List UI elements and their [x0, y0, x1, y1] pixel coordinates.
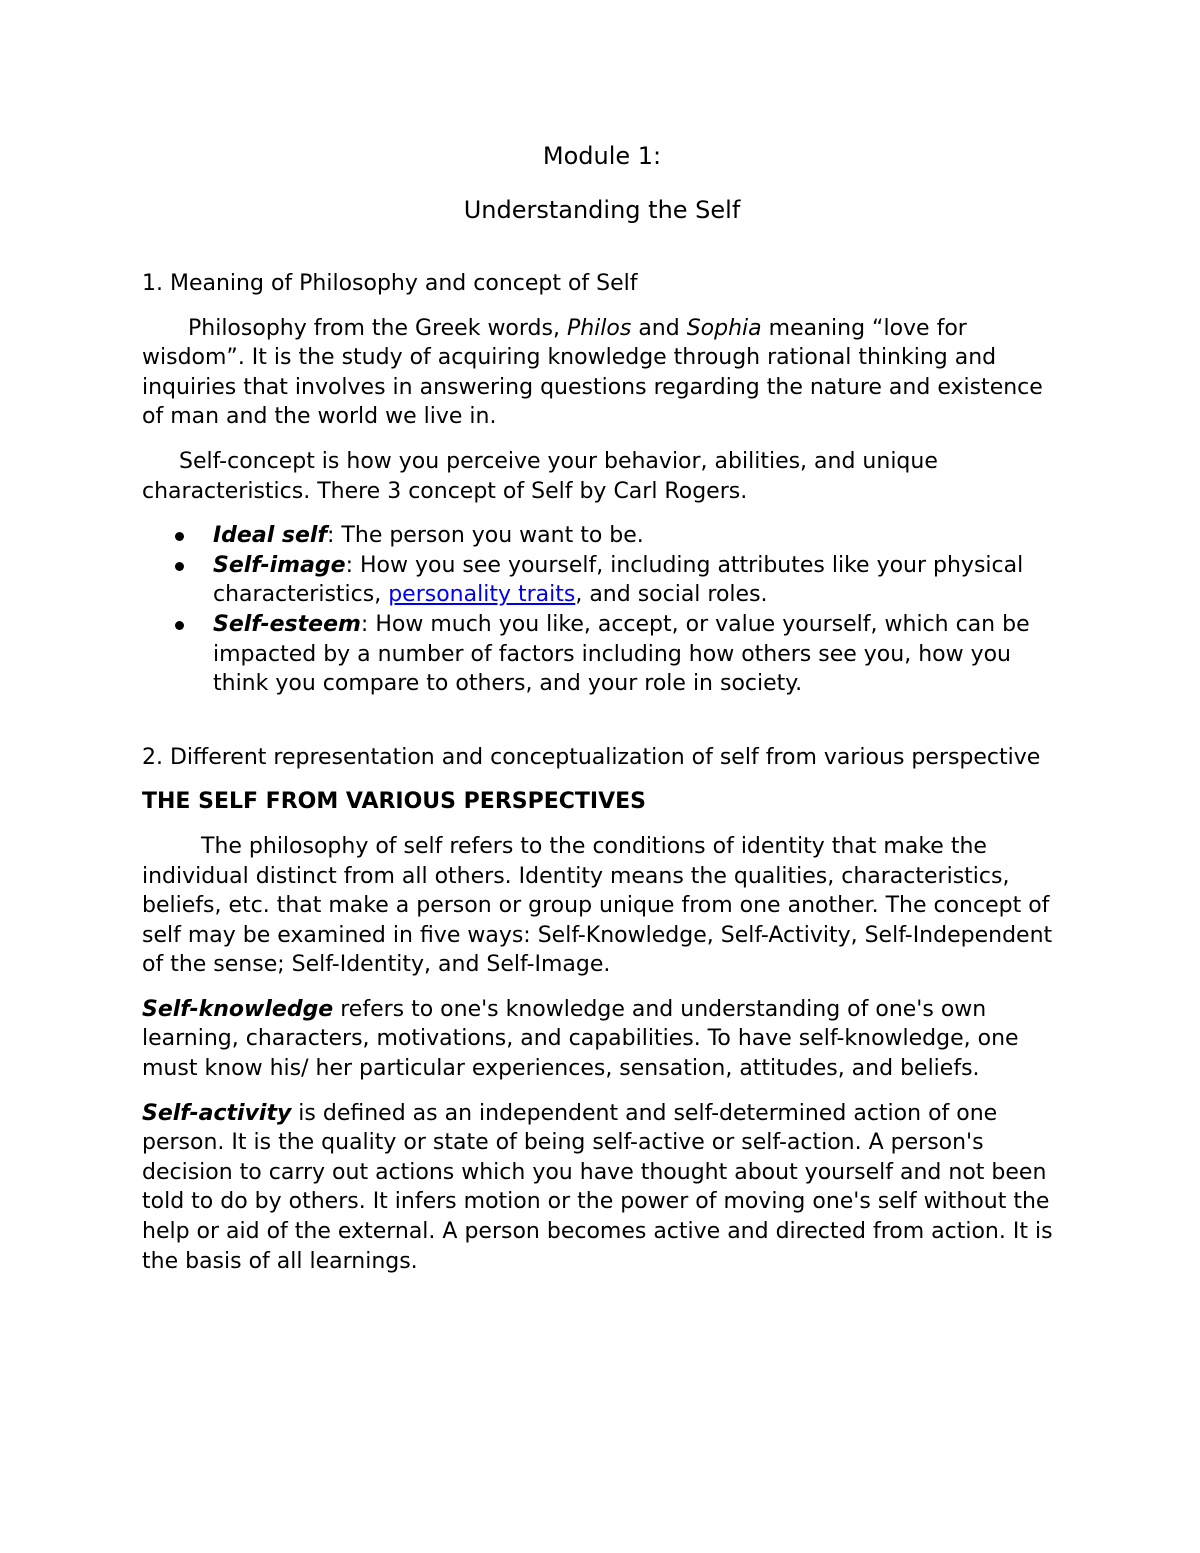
section-2-heading: 2. Different representation and conceptualization of self from various perspective [142, 744, 1041, 770]
self-esteem-term: Self-esteem [213, 611, 361, 637]
self-esteem-text: : How much you like, accept, or value yourself, which can be impacted by a number of factors including how others see you, how you think you compare to others, and your role in society. [213, 611, 1030, 697]
list-item-self-image [142, 551, 1062, 610]
perspectives-heading: THE SELF FROM VARIOUS PERSPECTIVES [142, 789, 646, 815]
bullet-icon [175, 532, 184, 541]
philosophy-text-a: Philosophy from the Greek words, [188, 315, 567, 341]
bullet-icon [175, 562, 184, 571]
ideal-self-term: Ideal self [213, 523, 328, 549]
section-1-heading: 1. Meaning of Philosophy and concept of Self [142, 271, 638, 296]
personality-traits-link[interactable]: personality traits [388, 582, 576, 608]
philos-term: Philos [566, 315, 632, 341]
self-image-text: : How you see yourself, including attributes like your physical characteristics, [213, 552, 1024, 608]
philosophy-paragraph [142, 314, 1062, 432]
self-knowledge-paragraph [142, 995, 1062, 1084]
philosophy-text-b: and [631, 315, 687, 341]
self-activity-paragraph [142, 1099, 1062, 1277]
philosophy-text-c: meaning “love for wisdom”. It is the study of acquiring knowledge through rational thinking and inquiries that involves in answering questions regarding the nature and existence of man and the world we live in. [142, 315, 1043, 430]
bullet-icon [175, 621, 184, 630]
rogers-concepts-list [142, 521, 1062, 699]
self-image-term: Self-image [213, 552, 346, 578]
ideal-self-text: : The person you want to be. [327, 523, 644, 549]
list-item-self-esteem [142, 610, 1062, 699]
self-image-text-after: , and social roles. [575, 582, 768, 608]
sophia-term: Sophia [686, 315, 762, 341]
document-page [142, 138, 1062, 1276]
self-knowledge-text: refers to one's knowledge and understanding of one's own learning, characters, motivations, and capabilities. To have self-knowledge, one must know his/ her particular experiences, sensation, attitudes, and beliefs. [142, 996, 1019, 1082]
list-item-ideal-self [142, 521, 1062, 551]
self-knowledge-term: Self-knowledge [142, 996, 334, 1022]
self-activity-term: Self-activity [142, 1100, 292, 1126]
page-subtitle: Understanding the Self [463, 196, 741, 224]
self-concept-paragraph: Self-concept is how you perceive your behavior, abilities, and unique characteristics. There 3 concept of Self by Carl Rogers. [142, 448, 938, 504]
philosophy-of-self-paragraph: The philosophy of self refers to the conditions of identity that make the individual distinct from all others. Identity means the qualities, characteristics, beliefs, etc. that make a person or group unique from one another. The concept of self may be examined in five ways: Self-Knowledge, Self-Activity, Self-Independent of the sense; Self-Identity, and Self-Image. [142, 833, 1053, 978]
page-title: Module 1: [542, 142, 662, 170]
self-activity-text: is defined as an independent and self-determined action of one person. It is the quality or state of being self-active or self-action. A person's decision to carry out actions which you have thought about yourself and not been told to do by others. It infers motion or the power of moving one's self without the help or aid of the external. A person becomes active and directed from action. It is the basis of all learnings. [142, 1100, 1053, 1274]
